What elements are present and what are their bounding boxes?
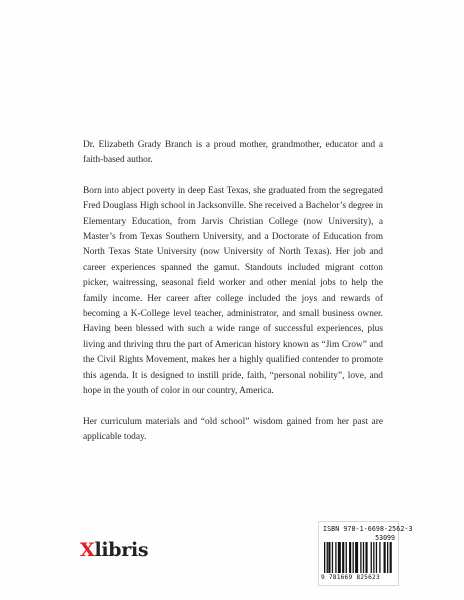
barcode-bars [323, 542, 394, 574]
isbn-number: ISBN 978-1-6698-2562-3 [323, 525, 413, 533]
publisher-logo-initial: X [80, 539, 95, 561]
price-code: 53099 [375, 534, 395, 542]
bio-paragraph-3: Her curriculum materials and “old school” wisdom gained from her past are applicable today. [83, 416, 383, 442]
barcode-digits: 9 781669 825623 [321, 574, 380, 581]
author-bio [83, 138, 383, 460]
bio-paragraph-2: Born into abject poverty in deep East Texas, she graduated from the segregated Fred Douglass High school in Jacksonville. She received a Bachelor’s degree in Elementary Education, from Jarvis Christian College (now University), a Master’s from Texas Southern University, and a Doctorate of Education from North Texas State University (now University of North Texas). Her job and career experiences spanned the gamut. Standouts included migrant cotton picker, waitressing, seasonal field worker and other menial jobs to help the family income. Her career after college included the joys and rewards of becoming a K-College level teacher, administrator, and small business owner. Having been blessed with such a wide range of successful experiences, plus living and thriving thru the part of American history known as “Jim Crow” and the Civil Rights Movement, makes her a highly qualified contender to promote this agenda. It is designed to instill pride, faith, “personal nobility”, love, and hope in the youth of color in our country, America. [83, 185, 383, 397]
publisher-logo-rest: libris [94, 539, 149, 561]
bio-paragraph-1: Dr. Elizabeth Grady Branch is a proud mother, grandmother, educator and a faith-based author. [83, 140, 383, 166]
isbn-barcode [318, 521, 413, 586]
publisher-logo [80, 541, 148, 560]
